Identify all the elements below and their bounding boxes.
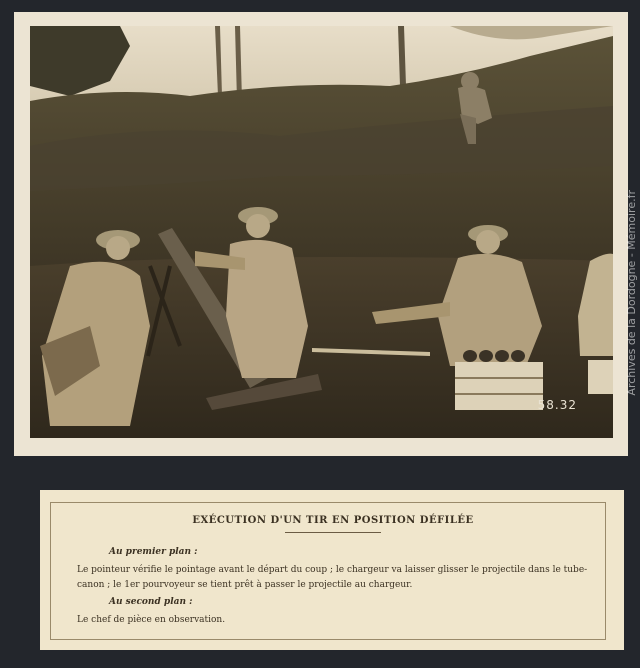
second-plan-heading: Au second plan : [109, 597, 193, 607]
photo-illustration [30, 26, 613, 438]
first-plan-heading: Au premier plan : [109, 547, 198, 557]
historical-photograph [30, 26, 613, 438]
second-plan-text: Le chef de pièce en observation. [77, 615, 226, 625]
caption-frame [50, 502, 606, 640]
watermark: Archives de la Dordogne - Mémoire.fr [625, 190, 638, 396]
caption-title: EXÉCUTION D'UN TIR EN POSITION DÉFILÉE [192, 515, 474, 526]
first-plan-text: Le pointeur vérifie le pointage avant le départ du coup ; le chargeur va laisser glisser le projectile dans le tube-canon ; le 1er pourvoyeur se tient prêt à passer le projectile au chargeur. [77, 565, 588, 590]
plate-number: 58.32 [537, 398, 577, 412]
title-rule [285, 532, 381, 533]
caption-card [40, 490, 624, 650]
